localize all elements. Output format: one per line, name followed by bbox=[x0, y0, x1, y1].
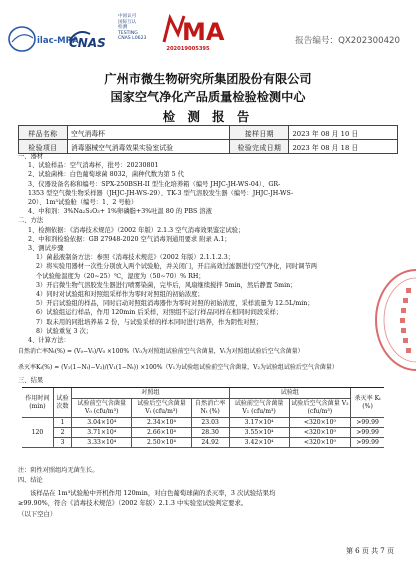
cnas-logo bbox=[66, 26, 118, 52]
table-row bbox=[22, 418, 384, 428]
kill-rate-cell: >99.99 bbox=[351, 418, 384, 428]
section-title: 一、器材 bbox=[18, 153, 44, 160]
control-before-cell: 3.71×10⁴ bbox=[72, 428, 132, 438]
col-natural-rate: 自然消亡率 Nₜ (%) bbox=[191, 399, 229, 418]
control-after-cell: 2.50×10⁴ bbox=[132, 438, 192, 448]
test-before-cell: 3.42×10⁴ bbox=[229, 438, 289, 448]
cma-logo bbox=[160, 12, 225, 46]
natural-rate-cell: 24.92 bbox=[191, 438, 229, 448]
method-step: 6）试验组运行样品，作用 120min 后采样，对照组不运行样品同样在相同时间段采样； bbox=[36, 309, 283, 317]
equipment-item: 1、试验样品：空气消毒杯，批号：20230801 bbox=[28, 162, 159, 170]
cnas-caption-line: 检测 bbox=[118, 25, 128, 31]
equipment-item: 2、试验菌株：白色葡萄球菌 8032，菌种代数为第 5 代 bbox=[28, 171, 184, 179]
section-title: 二、方法 bbox=[18, 217, 44, 225]
cnas-logo-text: CNAS bbox=[69, 36, 106, 50]
method-step: 1）菌悬液制备方法：参照《消毒技术规范》（2002 年版）2.1.1.2.3； bbox=[36, 254, 235, 262]
test-item-label: 检验项目 bbox=[19, 140, 68, 154]
report-number: 报告编号：QX202300420 bbox=[295, 36, 400, 46]
method-item: 3、测试步骤 bbox=[28, 245, 64, 253]
org-name: 广州市微生物研究所集团股份有限公司 bbox=[104, 72, 312, 86]
sample-info-table bbox=[18, 125, 398, 154]
formula-natural-rate: 自然消亡率Nₜ(%) = (V₀−Vₜ)/V₀ ×100%（V₀为对照组试验前空气含菌量，Vₜ为对照组试验后空气含菌量） bbox=[18, 348, 304, 355]
col-time: 作用时间(min) bbox=[22, 388, 53, 418]
test-before-cell: 3.55×10⁴ bbox=[229, 428, 289, 438]
cma-number: 202019005395 bbox=[166, 46, 210, 52]
equipment-item: 1353 型空气微生物采样器（JHJC-JH-WS-29）、TK-3 型气溶胶发生器（编号：JHJC-JH-WS- bbox=[28, 189, 294, 197]
conclusion-line: 该样品在 1m³试验舱中开机作用 120min，对白色葡萄球菌的杀灭率，3 次试验结果均 bbox=[30, 489, 276, 497]
ilac-mra-logo bbox=[6, 24, 79, 54]
natural-rate-cell: 23.03 bbox=[191, 418, 229, 428]
receive-date-value: 2023 年 08 月 10 日 bbox=[289, 126, 398, 140]
method-step: 个试验舱温度为（20~25）℃，湿度为（50~70）% RH； bbox=[36, 272, 205, 280]
test-after-cell: <320×10⁰ bbox=[289, 428, 351, 438]
receive-date-label: 接样日期 bbox=[230, 126, 289, 140]
equipment-item: 3、仪器设备名称和编号：SPX-250BSH-II 型生化培养箱（编号 JHJC-JH-WS-04）、GR- bbox=[28, 180, 281, 188]
col-control-group: 对照组 bbox=[72, 388, 229, 399]
ilac-logo-text: ilac-MRA bbox=[37, 36, 79, 46]
method-step: 2）将实验用器材一次性分别放入两个试验舱，并关闭门，开启高效过滤器进行空气净化，同时调节两 bbox=[36, 263, 318, 271]
kill-rate-cell: >99.99 bbox=[351, 438, 384, 448]
natural-rate-cell: 28.30 bbox=[191, 428, 229, 438]
sample-name-value: 空气消毒杯 bbox=[68, 126, 230, 140]
negative-control-note: 注：阴性对照组均无菌生长。 bbox=[18, 467, 99, 474]
sample-name-label: 样品名称 bbox=[19, 126, 68, 140]
conclusion-title: 四、结论 bbox=[18, 477, 43, 484]
equipment-item: 4、中和剂：3%Na₂S₂O₃+ 1%卵磷脂+3%吐温 80 的 PBS 溶液 bbox=[28, 208, 212, 216]
official-seal-icon bbox=[394, 260, 416, 380]
test-item-value: 消毒器械空气消毒效果实验室试验 bbox=[68, 140, 230, 154]
method-step: 8）试验重复 3 次； bbox=[36, 327, 93, 335]
results-table bbox=[22, 387, 384, 448]
control-before-cell: 3.04×10⁴ bbox=[72, 418, 132, 428]
test-before-cell: 3.17×10⁴ bbox=[229, 418, 289, 428]
equipment-item: 20）、1m³试验舱（编号：1、2 号舱） bbox=[28, 199, 138, 207]
control-after-cell: 2.66×10⁴ bbox=[132, 428, 192, 438]
cnas-caption-line: CNAS L0623 bbox=[118, 36, 147, 42]
test-after-cell: <320×10⁰ bbox=[289, 438, 351, 448]
col-test-after: 试验后空气含菌量 V₂ (cfu/m³) bbox=[289, 399, 351, 418]
kill-rate-cell: >99.99 bbox=[351, 428, 384, 438]
col-control-before: 试验前空气含菌量 V₀ (cfu/m³) bbox=[72, 399, 132, 418]
finish-date-value: 2023 年 08 月 18 日 bbox=[289, 140, 398, 154]
conclusion-text bbox=[18, 488, 400, 519]
time-value: 120 bbox=[22, 418, 53, 448]
trial-cell: 2 bbox=[53, 428, 71, 438]
conclusion-line: （以下空白） bbox=[18, 509, 57, 518]
report-body bbox=[18, 152, 400, 345]
cnas-caption bbox=[118, 14, 146, 42]
test-after-cell: <320×10⁰ bbox=[289, 418, 351, 428]
formula-kill-rate: 杀灭率Kₜ(%) = (V₁(1−Nₜ)−V₂)/(V₁(1−Nₜ)) ×100%（V₁为试验组试验前空气含菌量，V₂为试验组试验后空气含菌量） bbox=[18, 364, 338, 371]
method-item: 1、检测依据：《消毒技术规范》（2002 年版）2.1.3 空气消毒效果鉴定试验； bbox=[28, 226, 245, 234]
trial-cell: 1 bbox=[53, 418, 71, 428]
method-step: 5）开启试验组的样品，同时启动对照组消毒器作为零时对照的初始浓度，采样流量为 12.5L/min； bbox=[36, 300, 314, 308]
col-test-before: 试验前空气含菌量 V₁ (cfu/m³) bbox=[229, 399, 289, 418]
report-title: 检 测 报 告 bbox=[162, 109, 254, 124]
method-step: 7）取未用的同批培养基 2 份，与试验采样的样本同时进行培养，作为阴性对照； bbox=[36, 318, 263, 326]
calc-title: 4、计算方法： bbox=[28, 337, 70, 345]
col-test-group: 试验组 bbox=[229, 388, 351, 399]
col-control-after: 试验后空气含菌量 Vₜ (cfu/m³) bbox=[132, 399, 192, 418]
table-row bbox=[22, 428, 384, 438]
page-number: 第 6 页 共 7 页 bbox=[345, 547, 394, 555]
control-after-cell: 2.34×10⁴ bbox=[132, 418, 192, 428]
finish-date-label: 检验完成日期 bbox=[230, 140, 289, 154]
control-before-cell: 3.33×10⁴ bbox=[72, 438, 132, 448]
table-row bbox=[22, 438, 384, 448]
cnas-caption-line: 中国认可 bbox=[118, 14, 137, 19]
trial-cell: 3 bbox=[53, 438, 71, 448]
cnas-caption-line: 国际互认 bbox=[118, 19, 137, 25]
col-kill-rate: 杀灭率 Kₜ (%) bbox=[351, 388, 384, 418]
method-step: 4）同时对试验组和对照组采样作为零时对照组的初始浓度； bbox=[36, 291, 204, 299]
method-item: 2、中和剂检验依据：GB 27948-2020 空气消毒剂通用要求 附录 A.1； bbox=[28, 235, 231, 243]
cma-logo-text: MA bbox=[182, 18, 225, 46]
results-title: 三、结果 bbox=[18, 377, 44, 384]
cnas-caption-line: TESTING bbox=[118, 30, 138, 36]
method-step: 3）开启微生物气溶胶发生器进行喷雾染菌，完毕后，风扇继续搅拌 5min，然后静置 5min； bbox=[36, 281, 297, 289]
center-name: 国家空气净化产品质量检验检测中心 bbox=[110, 90, 306, 104]
conclusion-line: ≥99.90%，符合《消毒技术规范》（2002 年版）2.1.3 中实验室试验判定要求。 bbox=[18, 499, 248, 508]
col-trial: 试验次数 bbox=[53, 388, 71, 418]
